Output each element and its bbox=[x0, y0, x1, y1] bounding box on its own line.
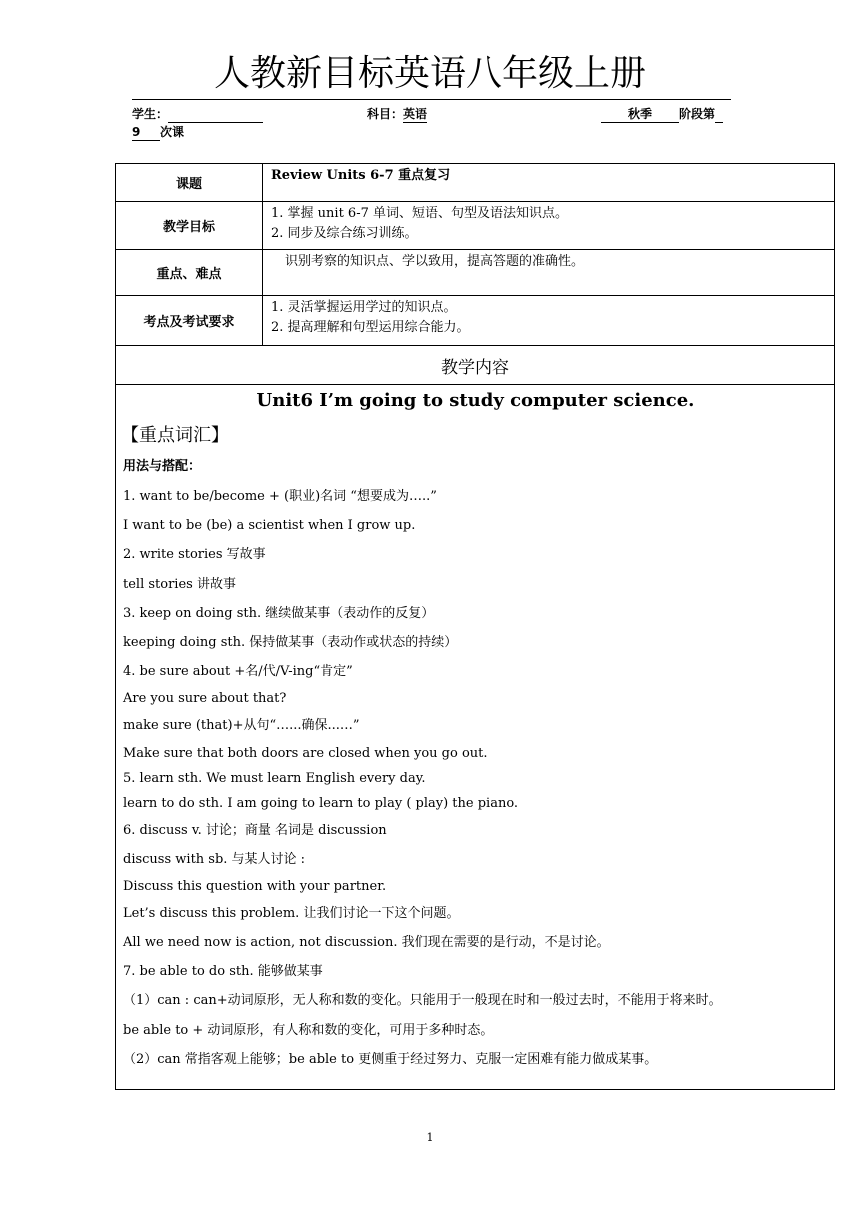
exam-item: 1. 灵活掌握运用学过的知识点。 bbox=[271, 300, 457, 315]
focus-value: 识别考察的知识点、学以致用，提高答题的准确性。 bbox=[285, 254, 585, 269]
row-label: 教学目标 bbox=[116, 202, 263, 250]
lesson-table bbox=[115, 163, 835, 1090]
subject-value: 英语 bbox=[403, 107, 428, 121]
row-label: 重点、难点 bbox=[116, 250, 263, 296]
focus-row bbox=[116, 250, 835, 296]
subject-field bbox=[367, 106, 427, 123]
content-line: Let’s discuss this problem. 让我们讨论一下这个问题。 bbox=[123, 905, 460, 921]
lesson-field bbox=[132, 124, 184, 141]
content-line: （1）can : can+动词原形，无人称和数的变化。只能用于一般现在时和一般过去时，不能用于将来时。 bbox=[123, 993, 722, 1009]
content-lines bbox=[123, 482, 828, 1074]
section-row bbox=[116, 346, 835, 385]
season-field bbox=[601, 106, 723, 123]
vocab-heading: 【重点词汇】 bbox=[121, 425, 229, 446]
content-line: Are you sure about that? bbox=[123, 691, 287, 707]
content-line: be able to + 动词原形，有人称和数的变化，可用于多种时态。 bbox=[123, 1022, 494, 1038]
content-line: Make sure that both doors are closed when you go out. bbox=[123, 745, 488, 761]
topic-row bbox=[116, 164, 835, 202]
title-rule bbox=[132, 99, 731, 100]
page-number: 1 bbox=[426, 1131, 434, 1144]
lesson-number: 9 bbox=[132, 124, 160, 141]
exam-item: 2. 提高理解和句型运用综合能力。 bbox=[271, 320, 470, 335]
document-title: 人教新目标英语八年级上册 bbox=[213, 53, 646, 94]
content-line: 7. be able to do sth. 能够做某事 bbox=[123, 964, 323, 980]
content-line: 2. write stories 写故事 bbox=[123, 547, 266, 563]
stage-blank bbox=[715, 106, 723, 123]
exam-row bbox=[116, 296, 835, 346]
student-label: 学生： bbox=[132, 107, 169, 121]
student-field bbox=[132, 106, 263, 123]
objective-item: 2. 同步及综合练习训练。 bbox=[271, 226, 418, 241]
content-line: 1. want to be/become + (职业)名词 “想要成为…..” bbox=[123, 489, 437, 504]
season-value: 秋季 bbox=[601, 106, 679, 123]
content-line: 6. discuss v. 讨论；商量 名词是 discussion bbox=[123, 822, 387, 838]
row-label: 考点及考试要求 bbox=[116, 296, 263, 346]
content-row bbox=[116, 385, 835, 1090]
content-line: keeping doing sth. 保持做某事（表动作或状态的持续） bbox=[123, 634, 458, 650]
content-line: learn to do sth. I am going to learn to play ( play) the piano. bbox=[123, 795, 519, 811]
content-line: 3. keep on doing sth. 继续做某事（表动作的反复） bbox=[123, 605, 435, 621]
objective-item: 1. 掌握 unit 6-7 单词、短语、句型及语法知识点。 bbox=[271, 206, 568, 221]
content-line: discuss with sb. 与某人讨论 : bbox=[123, 851, 306, 867]
lesson-label: 次课 bbox=[160, 125, 185, 139]
stage-label: 阶段第 bbox=[679, 107, 716, 121]
topic-value: Review Units 6-7 重点复习 bbox=[271, 168, 451, 183]
student-blank bbox=[168, 106, 263, 123]
content-line: 4. be sure about +名/代/V-ing“肯定” bbox=[123, 664, 353, 680]
content-line: tell stories 讲故事 bbox=[123, 576, 236, 592]
content-body bbox=[116, 389, 834, 1074]
subject-label: 科目： bbox=[367, 107, 404, 121]
usage-heading: 用法与搭配： bbox=[123, 459, 202, 474]
unit-title: Unit6 I’m going to study computer science. bbox=[256, 390, 695, 411]
row-label: 课题 bbox=[116, 164, 263, 202]
content-line: （2）can 常指客观上能够；be able to 更侧重于经过努力、克服一定困难有能力做成某事。 bbox=[123, 1051, 658, 1067]
content-line: All we need now is action, not discussion. 我们现在需要的是行动，不是讨论。 bbox=[123, 935, 610, 951]
content-line: 5. learn sth. We must learn English every day. bbox=[123, 770, 426, 786]
objectives-row bbox=[116, 202, 835, 250]
content-line: I want to be (be) a scientist when I grow up. bbox=[123, 518, 416, 534]
content-line: make sure (that)+从句“…...确保...…” bbox=[123, 718, 360, 734]
content-line: Discuss this question with your partner. bbox=[123, 878, 387, 894]
section-title: 教学内容 bbox=[116, 346, 835, 385]
